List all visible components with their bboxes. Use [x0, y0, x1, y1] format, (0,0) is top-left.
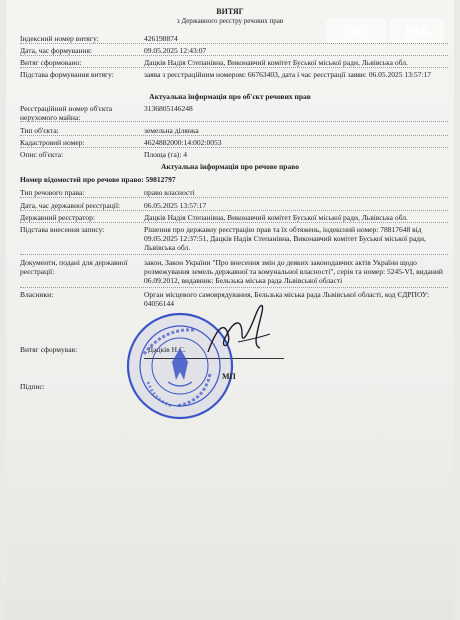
divider: [20, 135, 448, 136]
divider: [20, 67, 448, 68]
divider: [20, 254, 448, 255]
divider: [20, 147, 448, 148]
divider: [20, 287, 448, 288]
meta-label: Дата, час формування:: [20, 46, 93, 55]
right-value: Рішення про державну реєстрацію прав та їх обтяжень, індексний номер: 78817648 від 09.05.2025 12:37:51, Дацків Надія Степанівна, Виконавчий комітет Буської міської ради, Львівська обл.: [144, 225, 426, 252]
right-label: Власники:: [20, 290, 54, 299]
formed-by-label: Витяг сформував:: [20, 345, 78, 354]
divider: [20, 55, 448, 56]
record-number-value: 59812797: [145, 175, 176, 184]
right-value: 06.05.2025 13:57:17: [144, 201, 207, 210]
object-value: 4624882000:14:002:0053: [144, 138, 222, 147]
meta-value: 09.05.2025 12:43:07: [144, 46, 207, 55]
object-value: 3136805146248: [144, 104, 193, 113]
right-value: Орган місцевого самоврядування, Бельзька міська рада Львівської області, код ЄДРПОУ: 04056144: [144, 290, 430, 308]
meta-value: заява з реєстраційним номером: 66763403, дата і час реєстрації заяви: 06.05.2025 13:57:17: [144, 70, 432, 79]
meta-label: Підстава формування витягу:: [20, 70, 114, 79]
record-number-row: [20, 175, 450, 184]
document-title: ВИТЯГ: [216, 7, 244, 16]
watermark-logo: [316, 10, 456, 50]
section-object-title: Актуальна інформація про об'єкт речових прав: [149, 92, 311, 101]
object-value: земельна ділянка: [144, 126, 199, 135]
divider: [20, 197, 448, 198]
right-label: Дата, час державної реєстрації:: [20, 201, 121, 210]
right-value: право власності: [144, 188, 195, 197]
divider: [20, 222, 448, 223]
divider: [20, 210, 448, 211]
meta-label: Витяг сформовано:: [20, 58, 82, 67]
watermark-ria: RIA: [390, 18, 444, 44]
section-right-title: Актуальна інформація про речове право: [161, 162, 299, 171]
signature-icon: [198, 290, 278, 370]
right-value: закон, Закон України "Про внесення змін до деяких законодавчих актів України щодо розмежування земель державної та комунальної власності", серія та номер: 5245-VI, виданий 06.09.2012, видавник: Бельзька міська рада Львівської області: [144, 258, 443, 285]
meta-value: 426198874: [144, 34, 178, 43]
signature-label: Підпис:: [20, 382, 45, 391]
right-label: Підстава внесення запису:: [20, 225, 105, 234]
object-label: Реєстраційний номер об'єкта нерухомого майна:: [20, 104, 113, 122]
document-sheet: [6, 0, 454, 620]
right-label: Державний реєстратор:: [20, 213, 95, 222]
divider: [20, 43, 448, 44]
object-value: Площа (га): 4: [144, 150, 187, 159]
document-subtitle: з Державного реєстру речових прав: [176, 17, 284, 25]
meta-value: Дацків Надія Степанівна, Виконавчий комітет Буської міської ради, Львівська обл.: [144, 58, 408, 67]
watermark-dim: dim: [326, 18, 386, 44]
right-value: Дацків Надія Степанівна, Виконавчий комітет Буської міської ради, Львівська обл.: [144, 213, 408, 222]
right-label: Тип речового права:: [20, 188, 85, 197]
divider: [20, 121, 448, 122]
right-label: Документи, подані для державної реєстрації:: [20, 258, 128, 276]
object-label: Опис об'єкта:: [20, 150, 64, 159]
stamp-mark: МП: [222, 372, 236, 381]
object-label: Кадастровий номер:: [20, 138, 85, 147]
meta-label: Індексний номер витягу:: [20, 34, 99, 43]
object-label: Тип об'єкта:: [20, 126, 59, 135]
record-number-label: Номер відомостей про речове право:: [20, 175, 144, 184]
